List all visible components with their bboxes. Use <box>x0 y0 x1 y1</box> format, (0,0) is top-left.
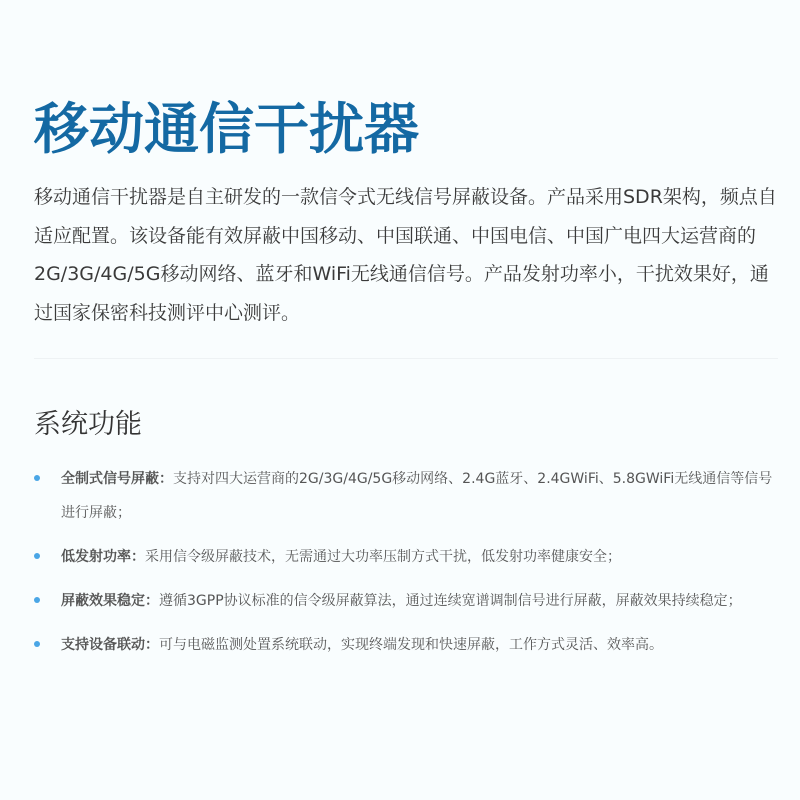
bullet-dot-icon <box>34 475 40 481</box>
feature-text: 遵循3GPP协议标准的信令级屏蔽算法，通过连续宽谱调制信号进行屏蔽，屏蔽效果持续稳定； <box>159 593 742 609</box>
bullet-dot-icon <box>34 597 40 603</box>
section-title: 系统功能 <box>34 409 142 440</box>
feature-text: 采用信令级屏蔽技术，无需通过大功率压制方式干扰，低发射功率健康安全； <box>145 549 621 565</box>
bullet-dot-icon <box>34 641 40 647</box>
feature-item <box>34 584 774 618</box>
feature-item <box>34 540 774 574</box>
bullet-dot-icon <box>34 553 40 559</box>
page-title: 移动通信干扰器 <box>34 97 420 161</box>
feature-label: 全制式信号屏蔽： <box>61 471 173 487</box>
feature-label: 支持设备联动： <box>61 637 159 653</box>
divider <box>34 358 778 359</box>
feature-list <box>34 462 774 672</box>
feature-label: 低发射功率： <box>61 549 145 565</box>
feature-text: 支持对四大运营商的2G/3G/4G/5G移动网络、2.4G蓝牙、2.4GWiFi、5.8GWiFi无线通信等信号进行屏蔽； <box>61 471 773 521</box>
feature-text: 可与电磁监测处置系统联动，实现终端发现和快速屏蔽，工作方式灵活、效率高。 <box>159 637 663 653</box>
feature-item <box>34 628 774 662</box>
feature-item <box>34 462 774 530</box>
intro-paragraph: 移动通信干扰器是自主研发的一款信令式无线信号屏蔽设备。产品采用SDR架构，频点自适应配置。该设备能有效屏蔽中国移动、中国联通、中国电信、中国广电四大运营商的2G/3G/4G/5G移动网络、蓝牙和WiFi无线通信信号。产品发射功率小，干扰效果好，通过国家保密科技测评中心测评。 <box>34 186 777 324</box>
feature-label: 屏蔽效果稳定： <box>61 593 159 609</box>
